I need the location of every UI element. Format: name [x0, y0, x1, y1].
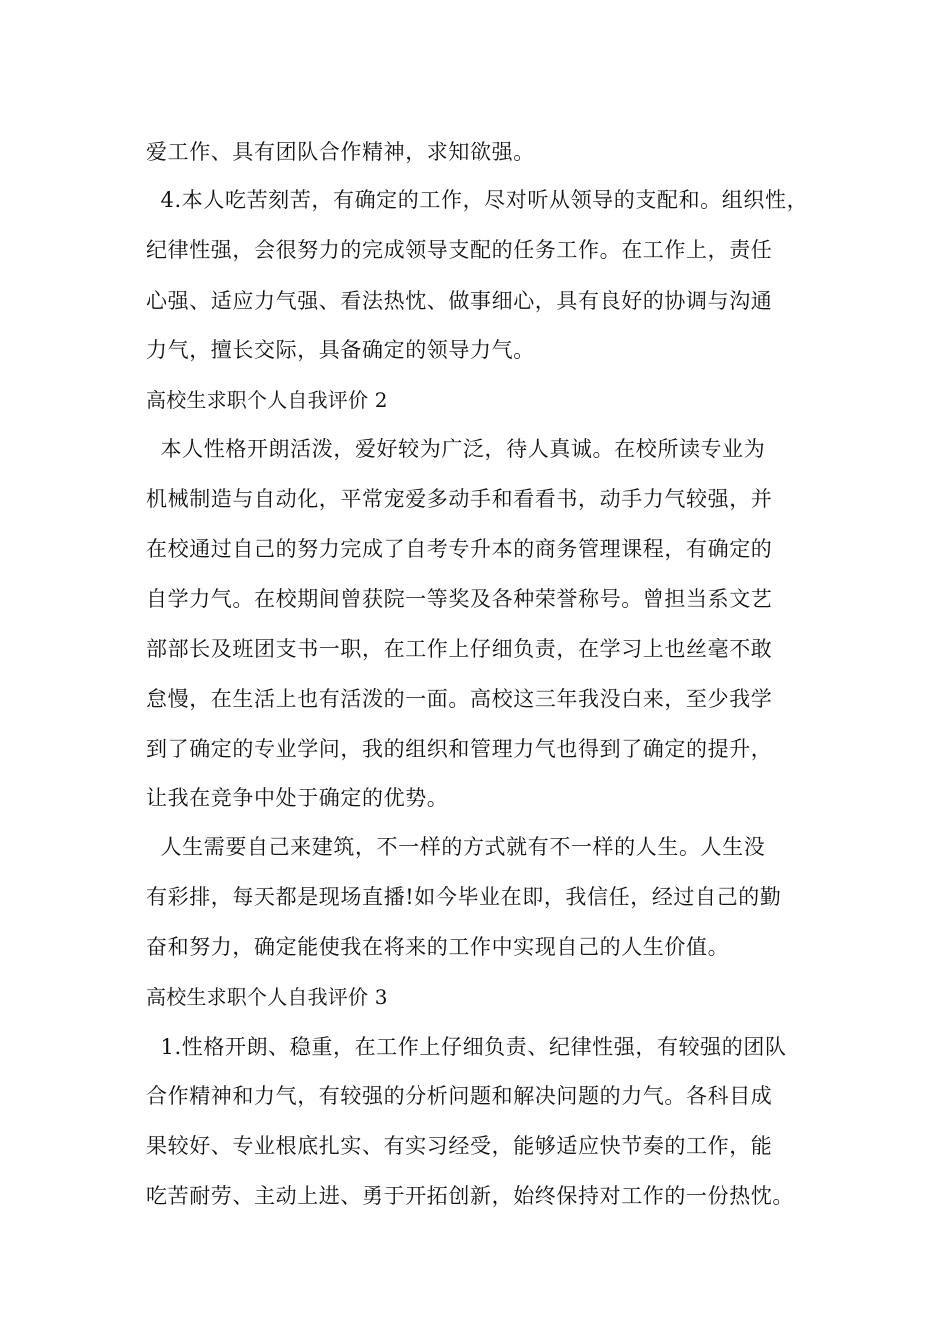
text-line: 力气，擅长交际，具备确定的领导力气。: [146, 338, 535, 362]
section-heading: 高校生求职个人自我评价 2: [146, 388, 388, 412]
text-line: 人生需要自己来建筑，不一样的方式就有不一样的人生。人生没: [146, 835, 766, 859]
text-line: 自学力气。在校期间曾获院一等奖及各种荣誉称号。曾担当系文艺: [146, 587, 773, 611]
text-line: 吃苦耐劳、主动上进、勇于开拓创新，始终保持对工作的一份热忱。: [146, 1184, 794, 1208]
text-line: 1.性格开朗、稳重，在工作上仔细负责、纪律性强，有较强的团队: [146, 1035, 787, 1059]
text-line: 怠慢，在生活上也有活泼的一面。高校这三年我没白来，至少我学: [146, 687, 773, 711]
text-line: 心强、适应力气强、看法热忱、做事细心，具有良好的协调与沟通: [146, 289, 773, 313]
text-line: 奋和努力，确定能使我在将来的工作中实现自己的人生价值。: [146, 935, 730, 959]
text-line: 有彩排，每天都是现场直播!如今毕业在即，我信任，经过自己的勤: [146, 885, 782, 909]
text-line: 在校通过自己的努力完成了自考专升本的商务管理课程，有确定的: [146, 537, 773, 561]
text-line: 合作精神和力气，有较强的分析问题和解决问题的力气。各科目成: [146, 1084, 773, 1108]
text-line: 爱工作、具有团队合作精神，求知欲强。: [146, 140, 535, 164]
section-heading: 高校生求职个人自我评价 3: [146, 985, 388, 1009]
text-line: 纪律性强，会很努力的完成领导支配的任务工作。在工作上，责任: [146, 238, 773, 262]
text-line: 4.本人吃苦刻苦，有确定的工作，尽对听从领导的支配和。组织性，: [146, 188, 809, 212]
text-line: 部部长及班团支书一职，在工作上仔细负责，在学习上也丝毫不敢: [146, 637, 773, 661]
text-line: 果较好、专业根底扎实、有实习经受，能够适应快节奏的工作，能: [146, 1134, 773, 1158]
text-line: 让我在竞争中处于确定的优势。: [146, 786, 449, 810]
text-line: 本人性格开朗活泼，爱好较为广泛，待人真诚。在校所读专业为: [146, 437, 766, 461]
text-line: 机械制造与自动化，平常宠爱多动手和看看书，动手力气较强，并: [146, 487, 773, 511]
text-line: 到了确定的专业学问，我的组织和管理力气也得到了确定的提升，: [146, 737, 773, 761]
